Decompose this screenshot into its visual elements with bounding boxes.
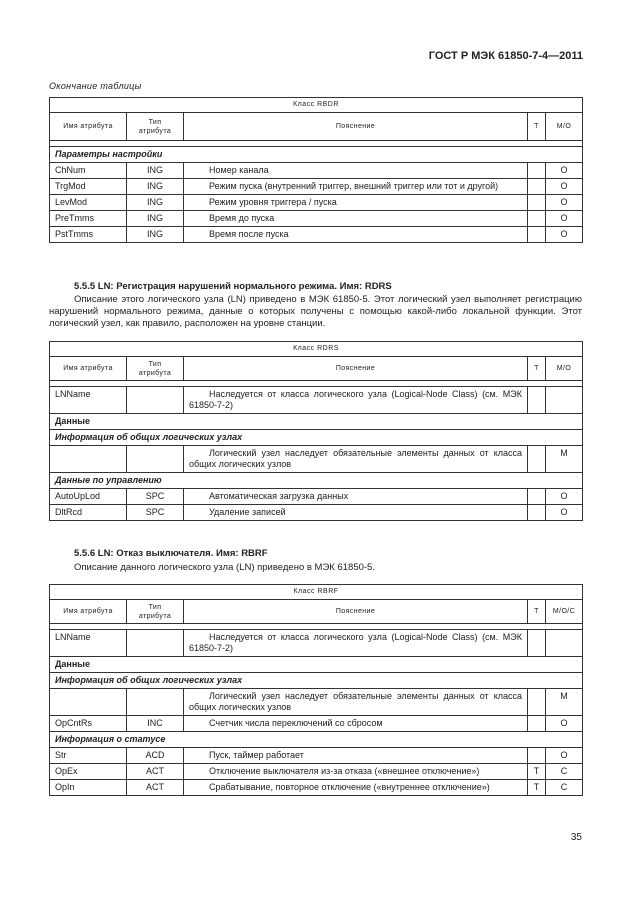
table-row xyxy=(50,689,583,716)
attr-t xyxy=(528,748,546,764)
attr-name xyxy=(50,446,127,473)
attr-desc: Логический узел наследует обязательные элементы данных от класса общих логических узлов xyxy=(184,446,528,473)
attr-mo: O xyxy=(546,227,583,243)
attr-desc: Удаление записей xyxy=(184,505,528,521)
table-row xyxy=(50,748,583,764)
attr-desc: Время до пуска xyxy=(184,211,528,227)
col-header-desc: Пояснение xyxy=(184,113,528,141)
table-caption: Окончание таблицы xyxy=(49,81,142,91)
attr-t xyxy=(528,163,546,179)
attr-desc: Режим пуска (внутренний триггер, внешний триггер или тот и другой) xyxy=(184,179,528,195)
attr-type xyxy=(127,387,184,414)
section-settings: Параметры настройки xyxy=(50,147,583,163)
attr-type: ACT xyxy=(127,764,184,780)
attr-type: INC xyxy=(127,716,184,732)
col-header-t: Т xyxy=(528,113,546,141)
attr-t xyxy=(528,227,546,243)
col-header-t: Т xyxy=(528,357,546,381)
attr-type: SPC xyxy=(127,505,184,521)
attr-name: LNName xyxy=(50,387,127,414)
attr-mo: O xyxy=(546,163,583,179)
section-paragraph-5-5-5: Описание этого логического узла (LN) приведено в МЭК 61850-5. Этот логический узел выполняет регистрацию нарушений нормального режима, данные о которых получены с помощью какой-либо локальной функции. Этот логический узел, как правило, расположен на уровне станции. xyxy=(49,294,582,329)
attr-t xyxy=(528,211,546,227)
attr-name: OpIn xyxy=(50,780,127,796)
attr-type xyxy=(127,630,184,657)
attr-mo: O xyxy=(546,179,583,195)
attr-type xyxy=(127,446,184,473)
attr-t xyxy=(528,489,546,505)
attr-desc: Отключение выключателя из-за отказа («внешнее отключение») xyxy=(184,764,528,780)
attr-name: DltRcd xyxy=(50,505,127,521)
attr-t: T xyxy=(528,764,546,780)
class-title: Класс RBDR xyxy=(50,98,583,113)
col-header-desc: Пояснение xyxy=(184,357,528,381)
attr-mo: O xyxy=(546,716,583,732)
attr-type: ING xyxy=(127,179,184,195)
attr-desc: Наследуется от класса логического узла (Logical-Node Class) (см. МЭК 61850-7-2) xyxy=(184,630,528,657)
col-header-name: Имя атрибута xyxy=(50,357,127,381)
table-row xyxy=(50,227,583,243)
attr-t xyxy=(528,179,546,195)
col-header-name: Имя атрибута xyxy=(50,600,127,624)
attr-desc: Режим уровня триггера / пуска xyxy=(184,195,528,211)
col-header-mo: М/О xyxy=(546,357,583,381)
table-row xyxy=(50,780,583,796)
attr-type: ING xyxy=(127,211,184,227)
attr-type: ING xyxy=(127,227,184,243)
class-title: Класс RBRF xyxy=(50,585,583,600)
page-number: 35 xyxy=(570,832,582,843)
attr-mo: M xyxy=(546,689,583,716)
table-row xyxy=(50,163,583,179)
attr-name: LNName xyxy=(50,630,127,657)
attr-mo xyxy=(546,387,583,414)
table-rdrs xyxy=(49,341,583,521)
attr-mo: O xyxy=(546,748,583,764)
section-common-ln: Информация об общих логических узлах xyxy=(50,673,583,689)
col-header-type: Тип атрибута xyxy=(127,113,184,141)
attr-name: LevMod xyxy=(50,195,127,211)
attr-name: ChNum xyxy=(50,163,127,179)
col-header-desc: Пояснение xyxy=(184,600,528,624)
col-header-type: Тип атрибута xyxy=(127,600,184,624)
section-common-ln: Информация об общих логических узлах xyxy=(50,430,583,446)
table-row xyxy=(50,446,583,473)
attr-t: T xyxy=(528,780,546,796)
attr-type: ACT xyxy=(127,780,184,796)
attr-t xyxy=(528,505,546,521)
col-header-mo: М/О/С xyxy=(546,600,583,624)
attr-type xyxy=(127,689,184,716)
attr-t xyxy=(528,387,546,414)
attr-type: ING xyxy=(127,163,184,179)
col-header-type: Тип атрибута xyxy=(127,357,184,381)
table-rbrf xyxy=(49,584,583,796)
section-data: Данные xyxy=(50,414,583,430)
table-row xyxy=(50,630,583,657)
table-row xyxy=(50,505,583,521)
attr-type: SPC xyxy=(127,489,184,505)
section-heading-5-5-6: 5.5.6 LN: Отказ выключателя. Имя: RBRF xyxy=(74,548,268,559)
attr-desc: Логический узел наследует обязательные элементы данных от класса общих логических узлов xyxy=(184,689,528,716)
attr-t xyxy=(528,195,546,211)
attr-name xyxy=(50,689,127,716)
attr-mo: C xyxy=(546,764,583,780)
col-header-name: Имя атрибута xyxy=(50,113,127,141)
attr-desc: Наследуется от класса логического узла (Logical-Node Class) (см. МЭК 61850-7-2) xyxy=(184,387,528,414)
section-status: Информация о статусе xyxy=(50,732,583,748)
class-title: Класс RDRS xyxy=(50,342,583,357)
attr-mo: O xyxy=(546,505,583,521)
table-row xyxy=(50,211,583,227)
attr-t xyxy=(528,630,546,657)
document-header: ГОСТ Р МЭК 61850-7-4—2011 xyxy=(428,50,583,62)
attr-mo: O xyxy=(546,489,583,505)
attr-mo: O xyxy=(546,195,583,211)
table-rbdr xyxy=(49,97,583,243)
attr-mo: O xyxy=(546,211,583,227)
table-row xyxy=(50,179,583,195)
attr-t xyxy=(528,689,546,716)
section-data: Данные xyxy=(50,657,583,673)
attr-t xyxy=(528,716,546,732)
attr-desc: Время после пуска xyxy=(184,227,528,243)
attr-mo: C xyxy=(546,780,583,796)
attr-name: AutoUpLod xyxy=(50,489,127,505)
section-paragraph-5-5-6: Описание данного логического узла (LN) приведено в МЭК 61850-5. xyxy=(74,562,375,573)
table-row xyxy=(50,764,583,780)
table-row xyxy=(50,716,583,732)
attr-desc: Пуск, таймер работает xyxy=(184,748,528,764)
attr-desc: Номер канала xyxy=(184,163,528,179)
attr-mo xyxy=(546,630,583,657)
attr-desc: Автоматическая загрузка данных xyxy=(184,489,528,505)
table-row xyxy=(50,387,583,414)
col-header-t: Т xyxy=(528,600,546,624)
attr-name: OpCntRs xyxy=(50,716,127,732)
attr-name: Str xyxy=(50,748,127,764)
col-header-mo: М/О xyxy=(546,113,583,141)
attr-name: PstTmms xyxy=(50,227,127,243)
attr-name: TrgMod xyxy=(50,179,127,195)
attr-desc: Счетчик числа переключений со сбросом xyxy=(184,716,528,732)
attr-name: PreTmms xyxy=(50,211,127,227)
section-heading-5-5-5: 5.5.5 LN: Регистрация нарушений нормального режима. Имя: RDRS xyxy=(74,281,392,292)
table-row xyxy=(50,489,583,505)
attr-type: ING xyxy=(127,195,184,211)
attr-mo: M xyxy=(546,446,583,473)
table-row xyxy=(50,195,583,211)
attr-type: ACD xyxy=(127,748,184,764)
attr-t xyxy=(528,446,546,473)
attr-name: OpEx xyxy=(50,764,127,780)
attr-desc: Срабатывание, повторное отключение («внутреннее отключение») xyxy=(184,780,528,796)
section-control: Данные по управлению xyxy=(50,473,583,489)
